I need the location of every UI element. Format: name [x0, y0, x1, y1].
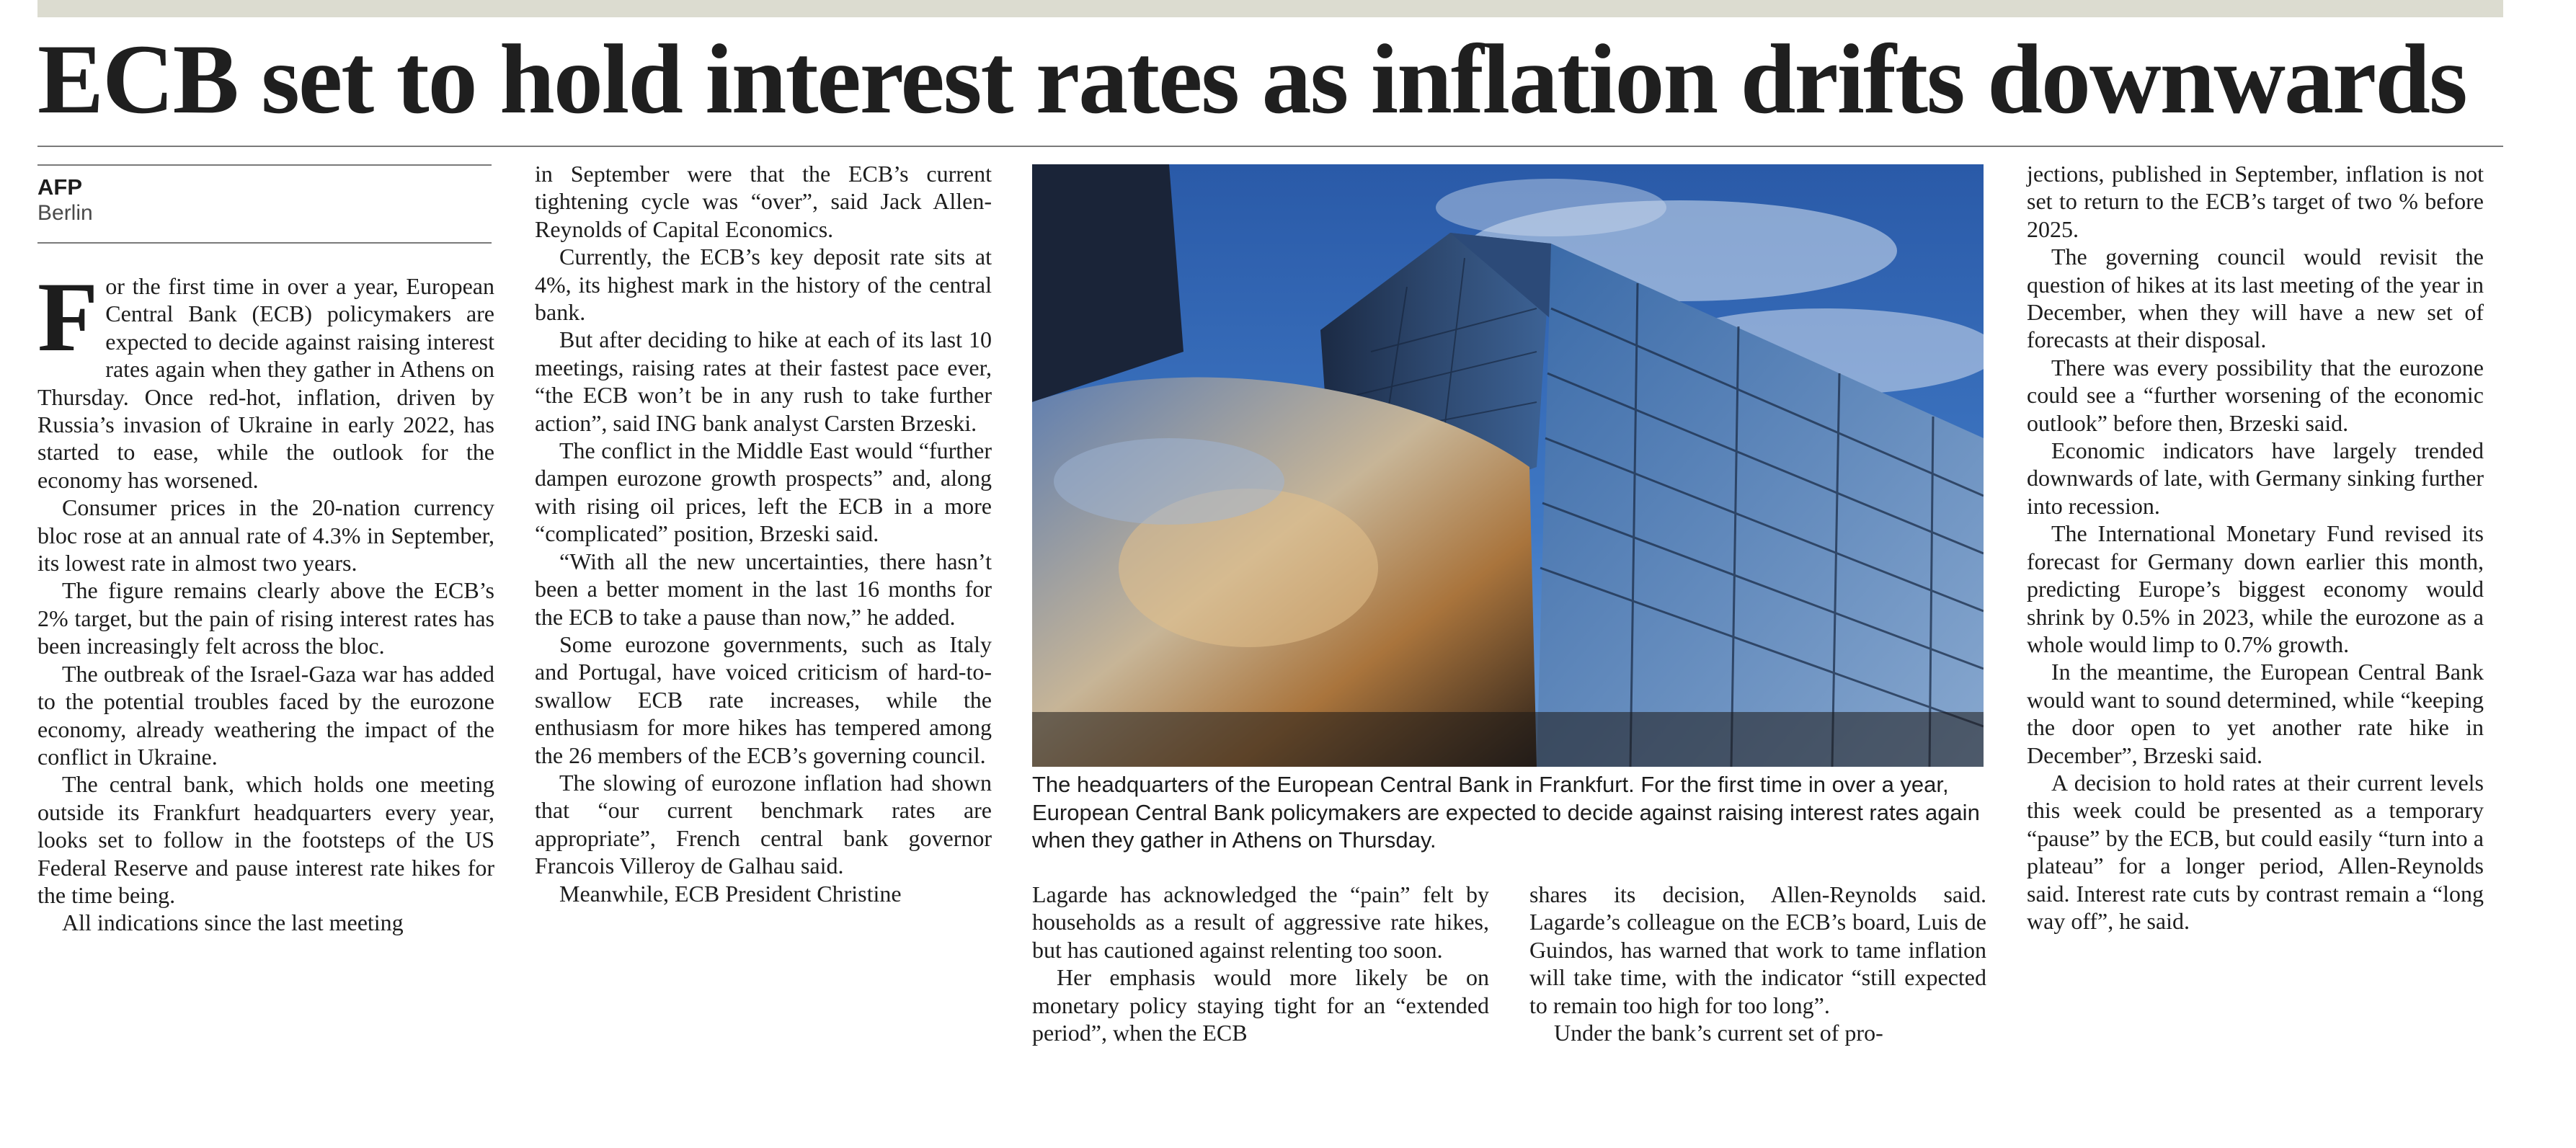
- paragraph-text: or the first time in over a year, European Central Bank (ECB) policymakers are expected to decide against raising interest rates again when they gather in Athens on Thursday. Once red-hot, inflation, driven by Russia’s invasion of Ukraine in early 2022, has started to ease, while the outlook for the economy has worsened.: [37, 273, 494, 493]
- article-paragraph: The governing council would revisit the question of hikes at its last meeting of the year in December, when they will have a new set of forecasts at their disposal.: [2027, 244, 2484, 353]
- article-column-2: [535, 160, 992, 907]
- article-paragraph: In the meantime, the European Central Bank would want to sound determined, while “keeping the door open to yet another rate hike in December”, Brzeski said.: [2027, 659, 2484, 768]
- article-paragraph: Consumer prices in the 20-nation currency bloc rose at an annual rate of 4.3% in September, its lowest rate in almost two years.: [37, 494, 494, 577]
- article-paragraph: in September were that the ECB’s current tightening cycle was “over”, said Jack Allen-Reynolds of Capital Economics.: [535, 161, 992, 242]
- ecb-tower-image: [1032, 164, 1984, 767]
- article-paragraph: The slowing of eurozone inflation had shown that “our current benchmark rates are appropriate”, French central bank governor Francois Villeroy de Galhau said.: [535, 769, 992, 879]
- article-paragraph: The International Monetary Fund revised its forecast for Germany down earlier this month, predicting Europe’s biggest economy would shrink by 0.5% in 2023, while the eurozone as a whole would limp to 0.7% growth.: [2027, 520, 2484, 657]
- article-paragraph: The conflict in the Middle East would “further dampen eurozone growth prospects” and, along with rising oil prices, left the ECB in a more “complicated” position, Brzeski said.: [535, 437, 992, 547]
- article-paragraph: A decision to hold rates at their current levels this week could be presented as a temporary “pause” by the ECB, but could easily “turn into a plateau” for a longer period, Allen-Reynolds said. Interest rate cuts by contrast remain a “long way off”, he said.: [2027, 769, 2484, 934]
- headline: ECB set to hold interest rates as inflation drifts downwards: [37, 24, 2466, 134]
- article-paragraph: jections, published in September, inflation is not set to return to the ECB’s target of two % before 2025.: [2027, 161, 2484, 242]
- article-column-4: [1529, 881, 1986, 1046]
- article-paragraph: Lagarde has acknowledged the “pain” felt by households as a result of aggressive rate hikes, but has cautioned against relenting too soon.: [1032, 881, 1489, 963]
- article-column-3: [1032, 881, 1489, 1046]
- photo-caption: The headquarters of the European Central Bank in Frankfurt. For the first time in over a year, European Central Bank policymakers are expected to decide against raising interest rates again when they gather in Athens on Thursday.: [1032, 772, 1980, 853]
- byline-agency: AFP: [37, 174, 82, 200]
- article-paragraph: Currently, the ECB’s key deposit rate sits at 4%, its highest mark in the history of the central bank.: [535, 244, 992, 326]
- article-paragraph: Under the bank’s current set of pro-: [1554, 1020, 1883, 1046]
- article-column-5: [2027, 160, 2484, 935]
- article-paragraph: There was every possibility that the eurozone could see a “further worsening of the economic outlook” before then, Brzeski said.: [2027, 354, 2484, 436]
- article-paragraph: Her emphasis would more likely be on monetary policy staying tight for an “extended period”, when the ECB: [1032, 964, 1489, 1046]
- article-paragraph: Economic indicators have largely trended downwards of late, with Germany sinking further into recession.: [2027, 437, 2484, 519]
- article-paragraph: All indications since the last meeting: [62, 909, 404, 936]
- article-paragraph: Meanwhile, ECB President Christine: [559, 880, 902, 907]
- article-paragraph: shares its decision, Allen-Reynolds said. Lagarde’s colleague on the ECB’s board, Luis de Guindos, has warned that work to tame inflation will take time, with the indicator “still expected to remain too high for too long”.: [1529, 881, 1986, 1018]
- byline-rule: [37, 242, 492, 244]
- ecb-headquarters-photo: [1032, 164, 1984, 767]
- headline-rule: [37, 146, 2503, 147]
- article-paragraph: The figure remains clearly above the ECB’s 2% target, but the pain of rising interest rates has been increasingly felt across the bloc.: [37, 577, 494, 659]
- article-paragraph: “With all the new uncertainties, there hasn’t been a better moment in the last 16 months for the ECB to take a pause than now,” he added.: [535, 548, 992, 630]
- byline: [37, 164, 492, 226]
- article-paragraph: The outbreak of the Israel-Gaza war has added to the potential troubles faced by the eurozone economy, already weathering the impact of the conflict in Ukraine.: [37, 660, 494, 770]
- article-paragraph: [37, 262, 494, 494]
- article-column-1: [37, 262, 494, 937]
- drop-cap: F: [37, 262, 99, 372]
- article-paragraph: The central bank, which holds one meeting outside its Frankfurt headquarters every year, looks set to follow in the footsteps of the US Federal Reserve and pause interest rate hikes for the time being.: [37, 771, 494, 908]
- article-paragraph: Some eurozone governments, such as Italy and Portugal, have voiced criticism of hard-to-swallow ECB rate increases, while the enthusiasm for more hikes has tempered among the 26 members of the ECB’s governing council.: [535, 631, 992, 768]
- article-paragraph: But after deciding to hike at each of its last 10 meetings, raising rates at their fastest pace ever, “the ECB won’t be in any rush to take further action”, said ING bank analyst Carsten Brzeski.: [535, 326, 992, 436]
- top-color-bar: [37, 0, 2503, 17]
- byline-place: Berlin: [37, 201, 93, 225]
